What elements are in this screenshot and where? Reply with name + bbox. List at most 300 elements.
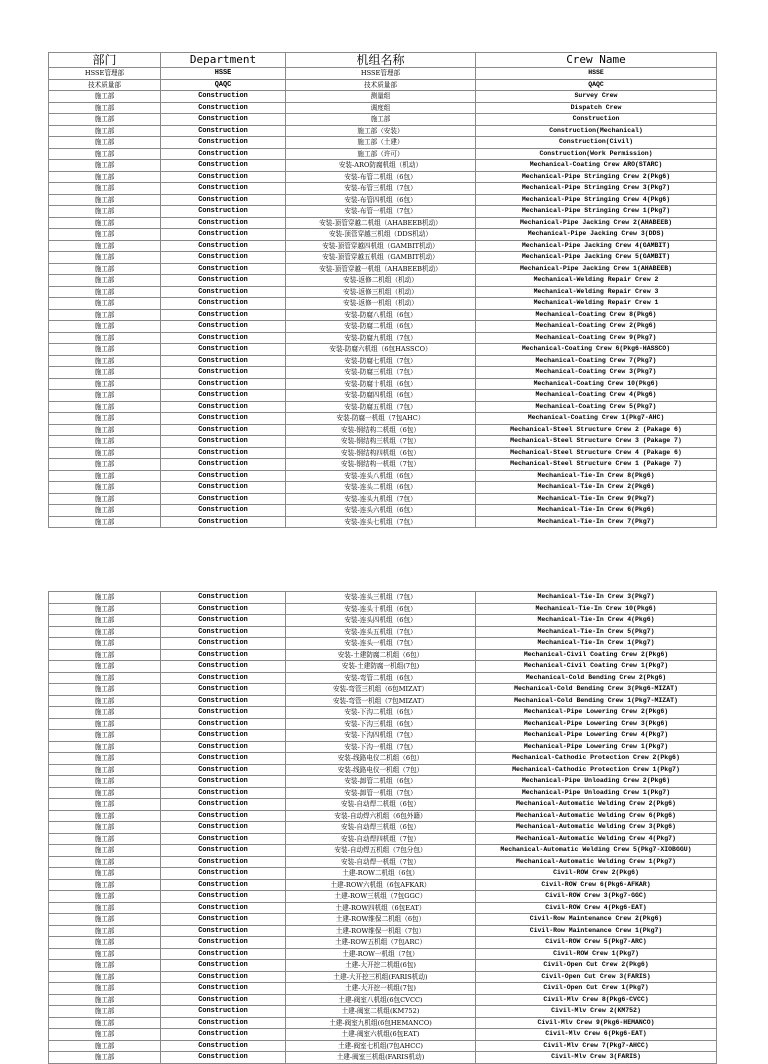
unit-en-cell: Construction: [161, 344, 286, 356]
group-en-cell: Mechanical-Coating Crew 7(Pkg7): [476, 355, 717, 367]
table-row: [49, 592, 717, 604]
unit-en-cell: Construction: [161, 753, 286, 765]
unit-cn-cell: 施工部: [49, 1006, 161, 1018]
group-en-cell: Civil-Open Cut Crew 3(FARIS): [476, 971, 717, 983]
group-cn-cell: 安装-钢结构二机组（6包）: [286, 424, 476, 436]
unit-en-cell: Construction: [161, 822, 286, 834]
unit-en-cell: Construction: [161, 937, 286, 949]
group-cn-cell: 安装-防腐一机组（7包AHC）: [286, 413, 476, 425]
unit-cn-cell: 施工部: [49, 459, 161, 471]
unit-en-cell: Construction: [161, 424, 286, 436]
unit-cn-cell: 施工部: [49, 994, 161, 1006]
group-en-cell: Mechanical-Pipe Jacking Crew 1(AHABEEB): [476, 263, 717, 275]
group-cn-cell: 土建-ROW六机组（6包AFKAR）: [286, 879, 476, 891]
crew-table-top: [48, 52, 717, 528]
table-row: [49, 902, 717, 914]
unit-cn-cell: 施工部: [49, 240, 161, 252]
group-en-cell: Civil-ROW Crew 1(Pkg7): [476, 948, 717, 960]
group-en-cell: Mechanical-Cathodic Protection Crew 1(Pkg7): [476, 764, 717, 776]
table-row: [49, 707, 717, 719]
group-cn-cell: 土建-阀室三机组(FARIS机动): [286, 1052, 476, 1064]
unit-cn-cell: 施工部: [49, 424, 161, 436]
unit-cn-cell: 技术质量部: [49, 79, 161, 91]
unit-cn-cell: 施工部: [49, 1029, 161, 1041]
unit-en-cell: Construction: [161, 925, 286, 937]
unit-en-cell: Construction: [161, 1006, 286, 1018]
group-cn-cell: 土建-阀室八机组(6包CVCC): [286, 994, 476, 1006]
group-cn-cell: 安装-连头二机组（6包）: [286, 482, 476, 494]
table-row: [49, 355, 717, 367]
unit-en-cell: Construction: [161, 447, 286, 459]
group-en-cell: Mechanical-Coating Crew 4(Pkg6): [476, 390, 717, 402]
group-cn-cell: 测量组: [286, 91, 476, 103]
unit-cn-cell: 施工部: [49, 1017, 161, 1029]
unit-cn-cell: 施工部: [49, 626, 161, 638]
unit-en-cell: Construction: [161, 1017, 286, 1029]
table-row: [49, 286, 717, 298]
table-row: [49, 68, 717, 80]
unit-en-cell: Construction: [161, 390, 286, 402]
unit-cn-cell: 施工部: [49, 868, 161, 880]
table-row: [49, 891, 717, 903]
table-row: [49, 983, 717, 995]
group-cn-cell: 施工部（安装）: [286, 125, 476, 137]
group-cn-cell: 安装-防腐六机组（6包HASSCO）: [286, 344, 476, 356]
table-body: [49, 68, 717, 528]
group-cn-cell: 安装-线路电仪二机组（6包）: [286, 753, 476, 765]
unit-en-cell: Construction: [161, 229, 286, 241]
unit-en-cell: Construction: [161, 275, 286, 287]
group-en-cell: Civil-ROW Crew 6(Pkg6-AFKAR): [476, 879, 717, 891]
group-en-cell: Mechanical-Steel Structure Crew 4 (Pakage 6): [476, 447, 717, 459]
unit-cn-cell: 施工部: [49, 603, 161, 615]
unit-cn-cell: 施工部: [49, 194, 161, 206]
unit-cn-cell: 施工部: [49, 252, 161, 264]
unit-en-cell: Construction: [161, 868, 286, 880]
unit-en-cell: Construction: [161, 799, 286, 811]
group-cn-cell: 施工部（许可）: [286, 148, 476, 160]
unit-cn-cell: 施工部: [49, 833, 161, 845]
unit-cn-cell: 施工部: [49, 1052, 161, 1064]
unit-en-cell: Construction: [161, 125, 286, 137]
group-cn-cell: 土建-ROW维保二机组（6包）: [286, 914, 476, 926]
table-row: [49, 868, 717, 880]
table-row: [49, 401, 717, 413]
group-cn-cell: 安装-钢结构四机组（6包）: [286, 447, 476, 459]
group-en-cell: Mechanical-Automatic Welding Crew 3(Pkg6): [476, 822, 717, 834]
table-row: [49, 194, 717, 206]
table-row: [49, 332, 717, 344]
unit-cn-cell: 施工部: [49, 1040, 161, 1052]
group-en-cell: Mechanical-Pipe Unloading Crew 1(Pkg7): [476, 787, 717, 799]
group-cn-cell: 安装-自动焊六机组（6包外籍）: [286, 810, 476, 822]
table-row: [49, 114, 717, 126]
unit-en-cell: Construction: [161, 91, 286, 103]
table-row: [49, 799, 717, 811]
unit-cn-cell: 施工部: [49, 948, 161, 960]
group-en-cell: Civil-Mlv Crew 7(Pkg7-AHCC): [476, 1040, 717, 1052]
table-row: [49, 925, 717, 937]
group-en-cell: Mechanical-Coating Crew 3(Pkg7): [476, 367, 717, 379]
unit-cn-cell: 施工部: [49, 505, 161, 517]
unit-en-cell: Construction: [161, 914, 286, 926]
table-row: [49, 470, 717, 482]
group-cn-cell: 安装-连头十机组（6包）: [286, 603, 476, 615]
group-en-cell: Civil-ROW Crew 5(Pkg7-ARC): [476, 937, 717, 949]
unit-en-cell: Construction: [161, 206, 286, 218]
table-row: [49, 79, 717, 91]
unit-en-cell: Construction: [161, 1040, 286, 1052]
table-row: [49, 776, 717, 788]
unit-en-cell: Construction: [161, 114, 286, 126]
group-cn-cell: 安装-返修一机组（机动）: [286, 298, 476, 310]
group-cn-cell: 施工部: [286, 114, 476, 126]
group-en-cell: Mechanical-Pipe Lowering Crew 1(Pkg7): [476, 741, 717, 753]
table-row: [49, 787, 717, 799]
group-cn-cell: 安装-ARO防腐机组（机动）: [286, 160, 476, 172]
table-row: [49, 718, 717, 730]
group-en-cell: Mechanical-Automatic Welding Crew 4(Pkg7): [476, 833, 717, 845]
group-cn-cell: 土建-ROW二机组（6包）: [286, 868, 476, 880]
group-cn-cell: 安装-下沟三机组（6包）: [286, 718, 476, 730]
unit-cn-cell: 施工部: [49, 401, 161, 413]
unit-cn-cell: 施工部: [49, 891, 161, 903]
group-cn-cell: 安装-布管四机组（6包）: [286, 194, 476, 206]
unit-cn-cell: 施工部: [49, 592, 161, 604]
group-cn-cell: 土建-大开挖三机组(FARIS机动): [286, 971, 476, 983]
table-row: [49, 171, 717, 183]
group-cn-cell: 安装-布管三机组（7包）: [286, 183, 476, 195]
group-cn-cell: 安装-土建防腐二机组（6包）: [286, 649, 476, 661]
unit-cn-cell: 施工部: [49, 206, 161, 218]
unit-en-cell: Construction: [161, 298, 286, 310]
unit-cn-cell: 施工部: [49, 971, 161, 983]
table-row: [49, 1006, 717, 1018]
group-cn-cell: 安装-防腐七机组（7包）: [286, 355, 476, 367]
group-en-cell: Mechanical-Tie-In Crew 9(Pkg7): [476, 493, 717, 505]
group-cn-cell: 安装-自动焊四机组（7包）: [286, 833, 476, 845]
table-row: [49, 822, 717, 834]
unit-cn-cell: 施工部: [49, 672, 161, 684]
unit-cn-cell: 施工部: [49, 298, 161, 310]
unit-en-cell: Construction: [161, 321, 286, 333]
unit-en-cell: Construction: [161, 833, 286, 845]
unit-en-cell: Construction: [161, 730, 286, 742]
unit-cn-cell: 施工部: [49, 229, 161, 241]
unit-en-cell: Construction: [161, 626, 286, 638]
table-row: [49, 321, 717, 333]
unit-en-cell: Construction: [161, 1052, 286, 1064]
unit-cn-cell: 施工部: [49, 378, 161, 390]
group-cn-cell: 安装-卸管二机组（6包）: [286, 776, 476, 788]
header-unit-cn: 部门: [49, 53, 161, 68]
group-en-cell: Survey Crew: [476, 91, 717, 103]
group-en-cell: Mechanical-Pipe Stringing Crew 2(Pkg6): [476, 171, 717, 183]
group-en-cell: Mechanical-Tie-In Crew 1(Pkg7): [476, 638, 717, 650]
group-en-cell: Mechanical-Automatic Welding Crew 6(Pkg6): [476, 810, 717, 822]
table-row: [49, 1029, 717, 1041]
table-row: [49, 638, 717, 650]
unit-en-cell: QAQC: [161, 79, 286, 91]
unit-en-cell: Construction: [161, 960, 286, 972]
table-row: [49, 102, 717, 114]
unit-en-cell: Construction: [161, 137, 286, 149]
group-cn-cell: 安装-线路电仪一机组（7包）: [286, 764, 476, 776]
unit-cn-cell: 施工部: [49, 436, 161, 448]
unit-en-cell: Construction: [161, 355, 286, 367]
group-cn-cell: 土建-阀室九机组(6包HEMANCO): [286, 1017, 476, 1029]
unit-cn-cell: 施工部: [49, 344, 161, 356]
unit-en-cell: Construction: [161, 378, 286, 390]
group-cn-cell: 安装-防腐二机组（6包）: [286, 321, 476, 333]
unit-en-cell: Construction: [161, 252, 286, 264]
unit-cn-cell: 施工部: [49, 470, 161, 482]
unit-en-cell: Construction: [161, 879, 286, 891]
group-en-cell: Civil-Mlv Crew 9(Pkg6-HEMANCO): [476, 1017, 717, 1029]
unit-cn-cell: 施工部: [49, 321, 161, 333]
group-cn-cell: 安装-防腐三机组（7包）: [286, 367, 476, 379]
table-row: [49, 833, 717, 845]
unit-cn-cell: 施工部: [49, 447, 161, 459]
header-group-en: Crew Name: [476, 53, 717, 68]
group-en-cell: Civil-ROW Crew 2(Pkg6): [476, 868, 717, 880]
unit-en-cell: Construction: [161, 459, 286, 471]
group-en-cell: HSSE: [476, 68, 717, 80]
group-cn-cell: 土建-ROW维保一机组（7包）: [286, 925, 476, 937]
group-cn-cell: 安装-顶管穿越三机组（DDS机动）: [286, 229, 476, 241]
unit-cn-cell: 施工部: [49, 493, 161, 505]
unit-cn-cell: 施工部: [49, 390, 161, 402]
group-en-cell: Construction(Work Permission): [476, 148, 717, 160]
unit-cn-cell: HSSE管理部: [49, 68, 161, 80]
unit-en-cell: Construction: [161, 367, 286, 379]
unit-cn-cell: 施工部: [49, 822, 161, 834]
unit-en-cell: Construction: [161, 436, 286, 448]
table-row: [49, 482, 717, 494]
unit-en-cell: Construction: [161, 787, 286, 799]
group-en-cell: Civil-Row Maintenance Crew 2(Pkg6): [476, 914, 717, 926]
group-cn-cell: 土建-阀室七机组(7包AHCC): [286, 1040, 476, 1052]
unit-cn-cell: 施工部: [49, 516, 161, 528]
table-row: [49, 516, 717, 528]
table-row: [49, 217, 717, 229]
table-row: [49, 603, 717, 615]
group-en-cell: Mechanical-Coating Crew 2(Pkg6): [476, 321, 717, 333]
table-row: [49, 424, 717, 436]
table-row: [49, 672, 717, 684]
group-cn-cell: 技术质量部: [286, 79, 476, 91]
group-en-cell: Civil-Mlv Crew 6(Pkg6-EAT): [476, 1029, 717, 1041]
group-en-cell: Mechanical-Coating Crew 6(Pkg6-HASSCO): [476, 344, 717, 356]
group-en-cell: Mechanical-Steel Structure Crew 3 (Pakage 7): [476, 436, 717, 448]
table-row: [49, 148, 717, 160]
group-en-cell: Mechanical-Cold Bending Crew 2(Pkg6): [476, 672, 717, 684]
table-row: [49, 856, 717, 868]
unit-cn-cell: 施工部: [49, 776, 161, 788]
unit-en-cell: Construction: [161, 493, 286, 505]
group-en-cell: Mechanical-Coating Crew 9(Pkg7): [476, 332, 717, 344]
group-en-cell: Mechanical-Automatic Welding Crew 2(Pkg6): [476, 799, 717, 811]
table-row: [49, 741, 717, 753]
group-cn-cell: 安装-防腐九机组（7包）: [286, 332, 476, 344]
group-cn-cell: 土建-阀室六机组(6包EAT): [286, 1029, 476, 1041]
unit-en-cell: Construction: [161, 695, 286, 707]
unit-en-cell: Construction: [161, 240, 286, 252]
unit-en-cell: Construction: [161, 983, 286, 995]
group-cn-cell: 施工部（土建）: [286, 137, 476, 149]
group-en-cell: Mechanical-Pipe Jacking Crew 2(AHABEEB): [476, 217, 717, 229]
unit-cn-cell: 施工部: [49, 148, 161, 160]
group-cn-cell: 调度组: [286, 102, 476, 114]
group-cn-cell: 安装-连头五机组（7包）: [286, 626, 476, 638]
table-row: [49, 960, 717, 972]
table-row: [49, 730, 717, 742]
unit-en-cell: Construction: [161, 1029, 286, 1041]
group-en-cell: Mechanical-Pipe Lowering Crew 3(Pkg6): [476, 718, 717, 730]
group-cn-cell: 安装-自动焊一机组（7包）: [286, 856, 476, 868]
unit-cn-cell: 施工部: [49, 615, 161, 627]
group-cn-cell: 安装-返修三机组（机动）: [286, 286, 476, 298]
group-en-cell: Civil-Row Maintenance Crew 1(Pkg7): [476, 925, 717, 937]
group-cn-cell: 安装-钢结构三机组（7包）: [286, 436, 476, 448]
table-row: [49, 695, 717, 707]
unit-cn-cell: 施工部: [49, 183, 161, 195]
unit-cn-cell: 施工部: [49, 309, 161, 321]
table-row: [49, 125, 717, 137]
unit-en-cell: Construction: [161, 160, 286, 172]
group-en-cell: Mechanical-Welding Repair Crew 1: [476, 298, 717, 310]
group-en-cell: Civil-Open Cut Crew 2(Pkg6): [476, 960, 717, 972]
group-en-cell: Mechanical-Steel Structure Crew 2 (Pakage 6): [476, 424, 717, 436]
group-cn-cell: 安装-下沟二机组（6包）: [286, 707, 476, 719]
group-en-cell: Mechanical-Pipe Lowering Crew 2(Pkg6): [476, 707, 717, 719]
unit-cn-cell: 施工部: [49, 799, 161, 811]
group-en-cell: Mechanical-Welding Repair Crew 3: [476, 286, 717, 298]
group-cn-cell: 安装-连头七机组（7包）: [286, 516, 476, 528]
table-row: [49, 91, 717, 103]
unit-en-cell: Construction: [161, 649, 286, 661]
group-en-cell: QAQC: [476, 79, 717, 91]
table-row: [49, 649, 717, 661]
unit-cn-cell: 施工部: [49, 160, 161, 172]
table-row: [49, 753, 717, 765]
unit-cn-cell: 施工部: [49, 114, 161, 126]
group-cn-cell: 安装-顶管穿越五机组（GAMBIT机动）: [286, 252, 476, 264]
unit-en-cell: Construction: [161, 638, 286, 650]
unit-cn-cell: 施工部: [49, 856, 161, 868]
unit-cn-cell: 施工部: [49, 102, 161, 114]
group-en-cell: Mechanical-Tie-In Crew 5(Pkg7): [476, 626, 717, 638]
table-body: [49, 592, 717, 1064]
unit-en-cell: Construction: [161, 764, 286, 776]
group-en-cell: Mechanical-Pipe Stringing Crew 4(Pkg6): [476, 194, 717, 206]
table-row: [49, 661, 717, 673]
group-en-cell: Mechanical-Pipe Jacking Crew 4(GAMBIT): [476, 240, 717, 252]
table-row: [49, 810, 717, 822]
unit-cn-cell: 施工部: [49, 661, 161, 673]
group-cn-cell: 安装-防腐八机组（6包）: [286, 309, 476, 321]
group-cn-cell: 安装-连头四机组（6包）: [286, 615, 476, 627]
table-row: [49, 183, 717, 195]
group-en-cell: Mechanical-Tie-In Crew 7(Pkg7): [476, 516, 717, 528]
table-row: [49, 344, 717, 356]
group-en-cell: Mechanical-Civil Coating Crew 2(Pkg6): [476, 649, 717, 661]
group-cn-cell: 安装-下沟一机组（7包）: [286, 741, 476, 753]
group-en-cell: Mechanical-Tie-In Crew 2(Pkg6): [476, 482, 717, 494]
table-row: [49, 459, 717, 471]
unit-en-cell: Construction: [161, 309, 286, 321]
group-cn-cell: 安装-连头九机组（7包）: [286, 493, 476, 505]
crew-table-bottom: [48, 591, 717, 1064]
unit-en-cell: Construction: [161, 948, 286, 960]
table-row: [49, 390, 717, 402]
unit-en-cell: Construction: [161, 776, 286, 788]
table-row: [49, 879, 717, 891]
table-row: [49, 436, 717, 448]
unit-en-cell: Construction: [161, 332, 286, 344]
unit-cn-cell: 施工部: [49, 879, 161, 891]
group-cn-cell: 土建-ROW五机组（7包ARC）: [286, 937, 476, 949]
unit-cn-cell: 施工部: [49, 137, 161, 149]
group-en-cell: Civil-Open Cut Crew 1(Pkg7): [476, 983, 717, 995]
group-en-cell: Mechanical-Coating Crew 1(Pkg7-AHC): [476, 413, 717, 425]
group-cn-cell: 土建-大开挖二机组(6包): [286, 960, 476, 972]
unit-en-cell: Construction: [161, 286, 286, 298]
table-row: [49, 948, 717, 960]
group-en-cell: Civil-ROW Crew 3(Pkg7-GGC): [476, 891, 717, 903]
unit-cn-cell: 施工部: [49, 367, 161, 379]
table-row: [49, 971, 717, 983]
table-row: [49, 252, 717, 264]
group-cn-cell: 安装-防腐五机组（7包）: [286, 401, 476, 413]
unit-en-cell: Construction: [161, 516, 286, 528]
group-en-cell: Mechanical-Coating Crew ARO(STARC): [476, 160, 717, 172]
unit-en-cell: Construction: [161, 707, 286, 719]
unit-en-cell: Construction: [161, 845, 286, 857]
header-unit-en: Department: [161, 53, 286, 68]
table-row: [49, 137, 717, 149]
group-en-cell: Mechanical-Tie-In Crew 4(Pkg6): [476, 615, 717, 627]
group-cn-cell: 安装-自动焊二机组（6包）: [286, 799, 476, 811]
unit-en-cell: Construction: [161, 718, 286, 730]
group-cn-cell: 安装-布管一机组（7包）: [286, 206, 476, 218]
group-en-cell: Civil-Mlv Crew 3(FARIS): [476, 1052, 717, 1064]
group-cn-cell: 安装-连头八机组（6包）: [286, 470, 476, 482]
group-en-cell: Civil-Mlv Crew 2(KM752): [476, 1006, 717, 1018]
group-cn-cell: 土建-ROW三机组（7包GGC）: [286, 891, 476, 903]
unit-en-cell: Construction: [161, 684, 286, 696]
group-cn-cell: 土建-阀室二机组(KM752): [286, 1006, 476, 1018]
unit-en-cell: Construction: [161, 470, 286, 482]
group-cn-cell: 安装-自动焊五机组（7包分包）: [286, 845, 476, 857]
group-en-cell: Mechanical-Tie-In Crew 3(Pkg7): [476, 592, 717, 604]
group-cn-cell: 安装-防腐四机组（6包）: [286, 390, 476, 402]
group-cn-cell: 土建-ROW一机组（7包）: [286, 948, 476, 960]
group-en-cell: Mechanical-Pipe Lowering Crew 4(Pkg7): [476, 730, 717, 742]
table-row: [49, 240, 717, 252]
group-en-cell: Mechanical-Cold Bending Crew 3(Pkg6-MIZAT): [476, 684, 717, 696]
unit-cn-cell: 施工部: [49, 845, 161, 857]
unit-en-cell: Construction: [161, 505, 286, 517]
group-cn-cell: 安装-弯管三机组（6包MIZAT）: [286, 684, 476, 696]
group-en-cell: Mechanical-Pipe Jacking Crew 3(DDS): [476, 229, 717, 241]
unit-en-cell: Construction: [161, 148, 286, 160]
group-cn-cell: 土建-ROW四机组（6包EAT）: [286, 902, 476, 914]
table-row: [49, 229, 717, 241]
group-en-cell: Mechanical-Coating Crew 10(Pkg6): [476, 378, 717, 390]
group-en-cell: Mechanical-Civil Coating Crew 1(Pkg7): [476, 661, 717, 673]
unit-cn-cell: 施工部: [49, 741, 161, 753]
